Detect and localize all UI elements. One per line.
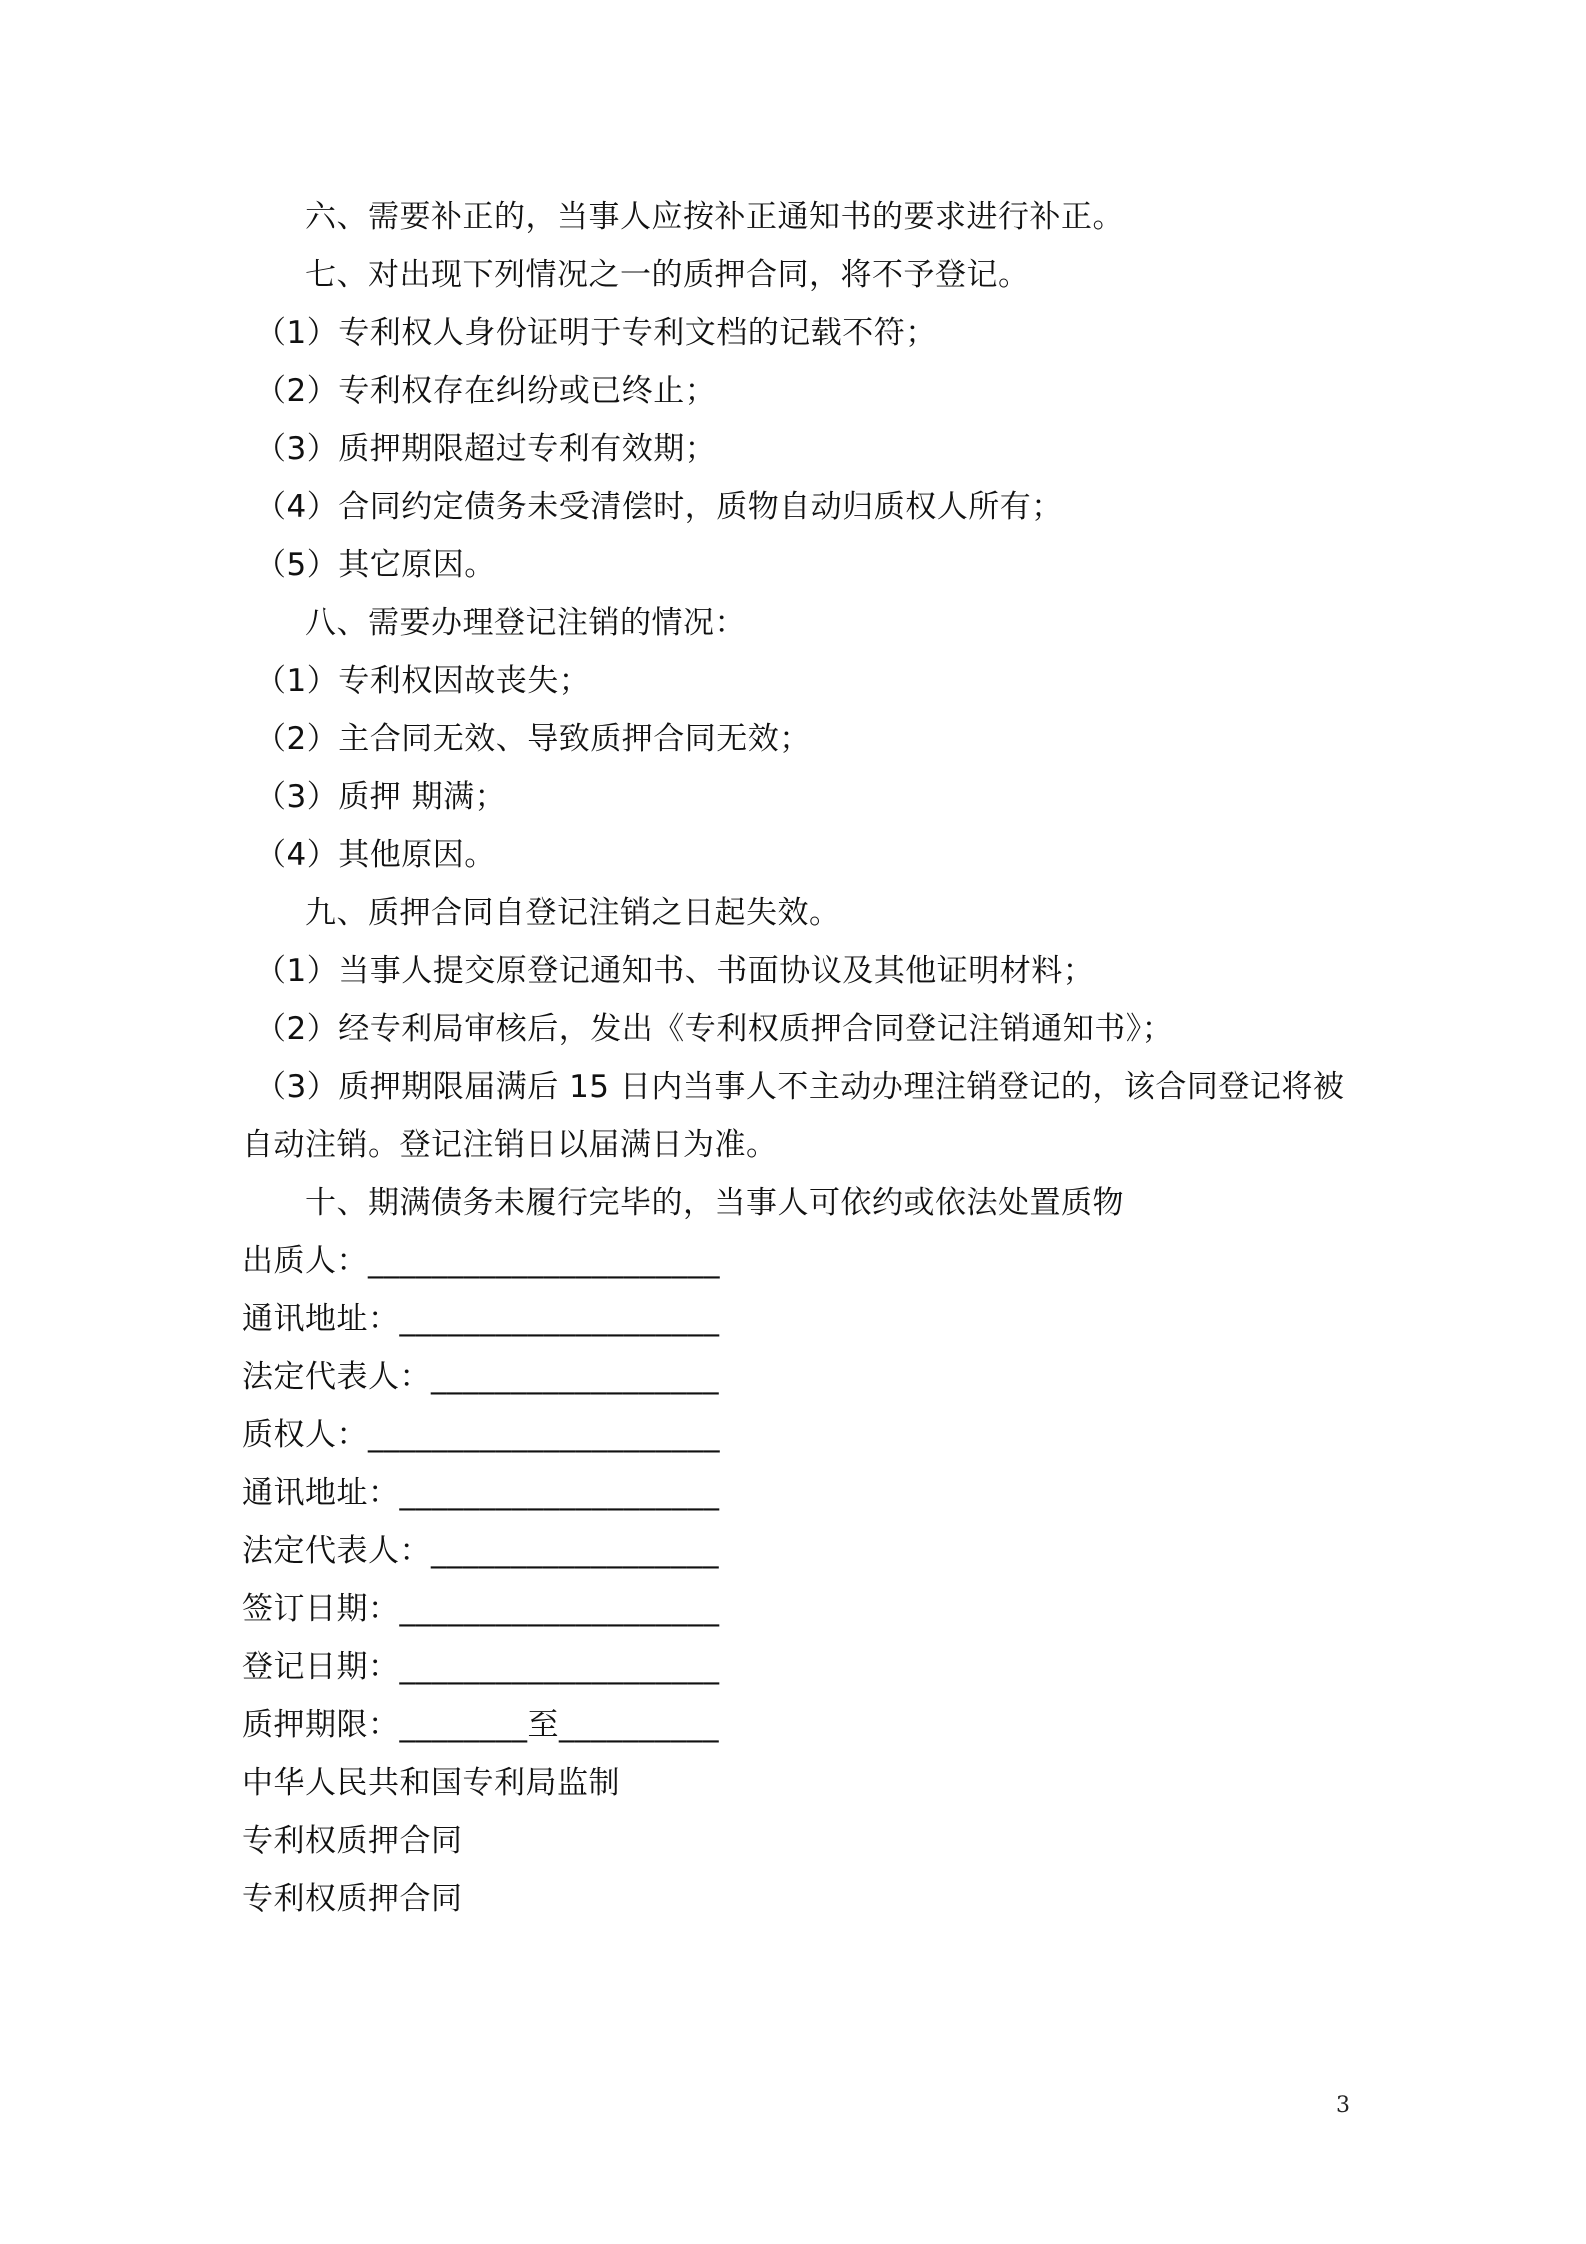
section-7-item-4: （4）合同约定债务未受清偿时，质物自动归质权人所有； (255, 489, 1063, 525)
section-7-item-5: （5）其它原因。 (255, 547, 496, 583)
pledgee-legal-representative-field: 法定代表人：__________________ (242, 1533, 719, 1569)
pledgee-field: 质权人：______________________ (242, 1417, 720, 1453)
signing-date-field: 签订日期：____________________ (242, 1591, 720, 1627)
document-title-line-repeat: 专利权质押合同 (242, 1881, 463, 1917)
section-8-heading: 八、需要办理登记注销的情况： (305, 605, 746, 641)
section-7-item-2: （2）专利权存在纠纷或已终止； (255, 373, 717, 409)
registration-date-field: 登记日期：____________________ (242, 1649, 720, 1685)
section-9-item-2: （2）经专利局审核后，发出《专利权质押合同登记注销通知书》； (255, 1011, 1174, 1047)
pledgor-address-field: 通讯地址：____________________ (242, 1301, 720, 1337)
section-9-item-3-continued: 自动注销。登记注销日以届满日为准。 (242, 1127, 778, 1163)
pledgee-address-field: 通讯地址：____________________ (242, 1475, 720, 1511)
pledgor-legal-representative-field: 法定代表人：__________________ (242, 1359, 719, 1395)
page-number: 3 (1336, 2093, 1350, 2118)
section-6-text: 六、需要补正的，当事人应按补正通知书的要求进行补正。 (305, 199, 1124, 235)
section-8-item-2: （2）主合同无效、导致质押合同无效； (255, 721, 811, 757)
issuer-note: 中华人民共和国专利局监制 (242, 1765, 620, 1801)
section-8-item-3: （3）质押 期满； (255, 779, 507, 815)
section-7-heading: 七、对出现下列情况之一的质押合同，将不予登记。 (305, 257, 1030, 293)
pledge-period-field: 质押期限：________至__________ (242, 1707, 719, 1743)
document-title-line: 专利权质押合同 (242, 1823, 463, 1859)
section-8-item-4: （4）其他原因。 (255, 837, 496, 873)
section-9-item-3: （3）质押期限届满后 15 日内当事人不主动办理注销登记的，该合同登记将被 (255, 1069, 1345, 1105)
section-10-text: 十、期满债务未履行完毕的，当事人可依约或依法处置质物 (305, 1185, 1124, 1221)
section-9-heading: 九、质押合同自登记注销之日起失效。 (305, 895, 841, 931)
section-9-item-1: （1）当事人提交原登记通知书、书面协议及其他证明材料； (255, 953, 1095, 989)
section-7-item-1: （1）专利权人身份证明于专利文档的记载不符； (255, 315, 937, 351)
pledgor-field: 出质人：______________________ (242, 1243, 720, 1279)
section-8-item-1: （1）专利权因故丧失； (255, 663, 591, 699)
section-7-item-3: （3）质押期限超过专利有效期； (255, 431, 717, 467)
